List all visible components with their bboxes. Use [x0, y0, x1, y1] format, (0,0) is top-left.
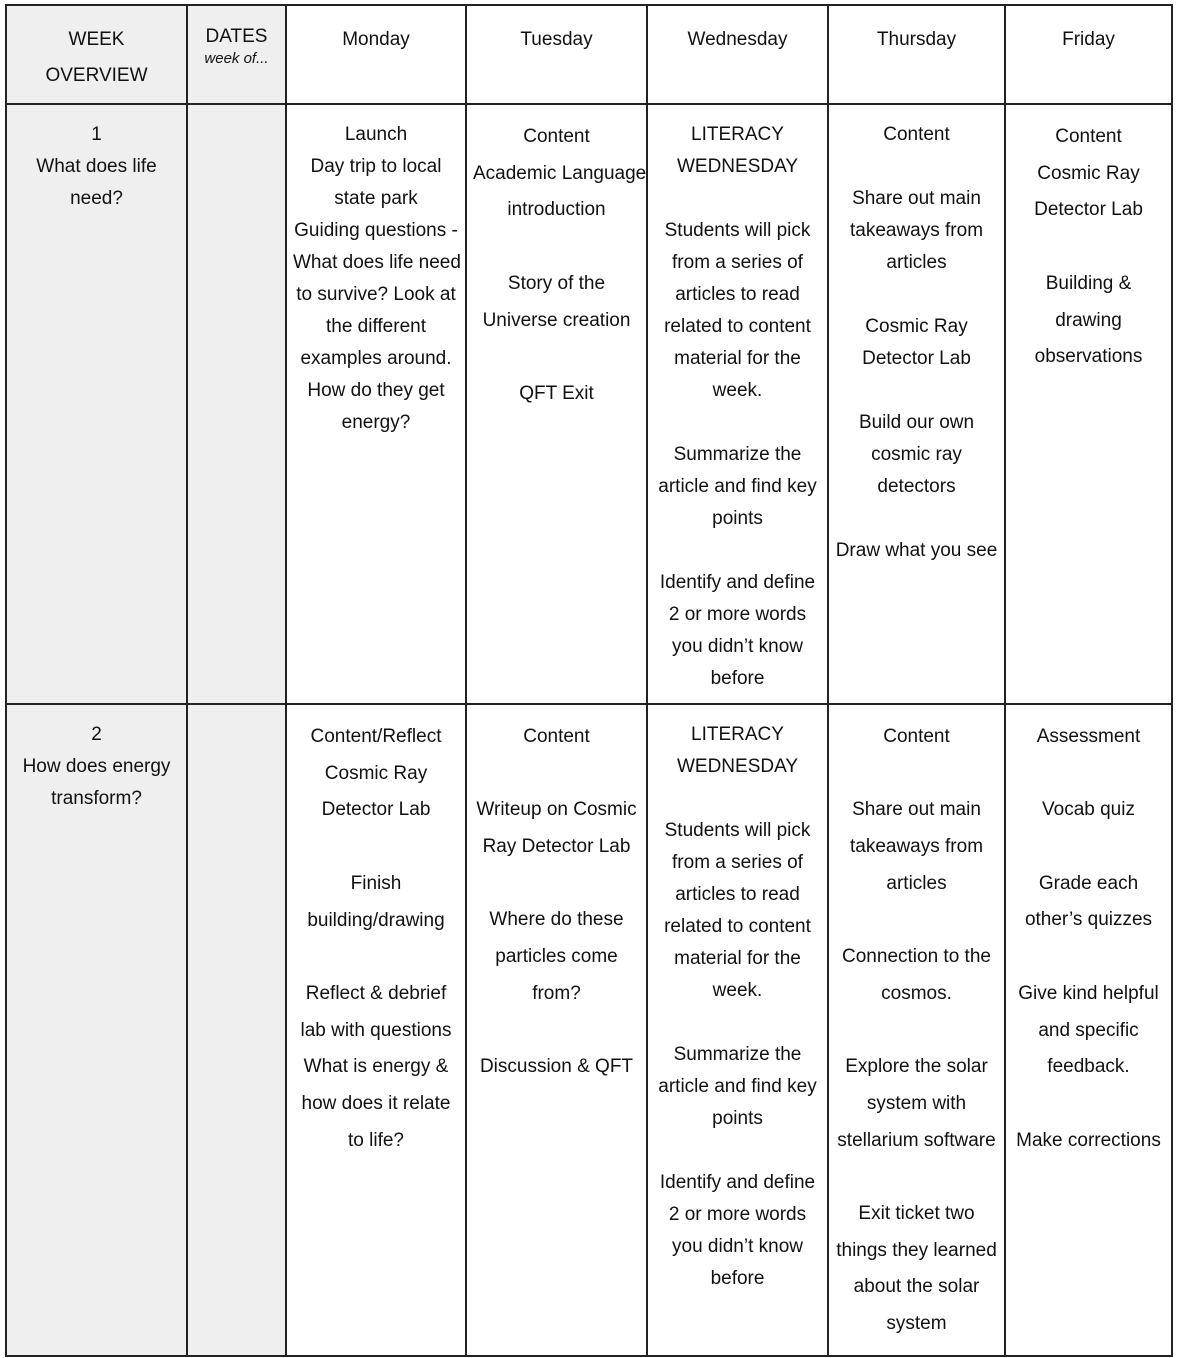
- cell-line: 2 or more words: [668, 604, 807, 625]
- blank-line: [835, 1159, 998, 1196]
- cell-line: Academic Language: [473, 162, 647, 184]
- cell-line: the different: [325, 316, 426, 337]
- blank-line: [654, 407, 821, 439]
- cell-line: to life?: [348, 1129, 404, 1151]
- blank-line: [1012, 939, 1165, 976]
- cell-line: articles to read: [675, 884, 800, 905]
- cell-line: Writeup on Cosmic: [476, 799, 637, 821]
- cell-line: Detector Lab: [1034, 199, 1143, 221]
- cell-line: articles: [886, 252, 947, 273]
- tuesday-cell: [466, 104, 647, 704]
- cell-line: Draw what you see: [835, 540, 998, 561]
- cell-line: Students will pick: [664, 220, 811, 241]
- blank-line: [473, 756, 640, 793]
- blank-line: [473, 1013, 640, 1050]
- cell-line: energy?: [341, 412, 411, 433]
- cell-line: Vocab quiz: [1042, 799, 1135, 821]
- cell-line: LITERACY: [691, 124, 784, 145]
- cell-line: Summarize the: [673, 1044, 802, 1065]
- blank-line: [835, 1013, 998, 1050]
- cell-line: QFT Exit: [519, 382, 594, 404]
- cell-line: WEDNESDAY: [676, 756, 799, 777]
- cell-line: Build our own: [858, 412, 975, 433]
- cell-line: system: [886, 1313, 947, 1335]
- tuesday-cell: [466, 704, 647, 1356]
- cell-line: takeaways from: [849, 220, 984, 241]
- cell-line: related to content: [664, 316, 811, 337]
- cell-line: system with: [866, 1092, 967, 1114]
- cell-line: Explore the solar: [845, 1056, 988, 1078]
- wednesday-cell: [647, 704, 828, 1356]
- blank-line: [835, 503, 998, 535]
- cell-line: Grade each: [1038, 872, 1139, 894]
- cell-line: particles come: [495, 946, 618, 968]
- cell-line: Finish: [350, 872, 402, 894]
- blank-line: [654, 535, 821, 567]
- dates-cell: [187, 704, 286, 1356]
- header-monday: Monday: [286, 5, 466, 104]
- cell-line: What does life need: [293, 252, 461, 273]
- cell-line: Where do these: [489, 909, 624, 931]
- cell-line: Detector Lab: [862, 348, 971, 369]
- cell-line: introduction: [507, 199, 606, 221]
- week-row-2: [6, 704, 1172, 1356]
- cell-line: you didn’t know: [672, 1236, 803, 1257]
- cell-line: Day trip to local: [310, 156, 442, 177]
- dates-cell: [187, 104, 286, 704]
- cell-line: Summarize the: [673, 444, 802, 465]
- cell-line: points: [712, 508, 763, 529]
- cell-line: article and find key: [658, 1076, 817, 1097]
- cell-line: 2: [91, 724, 102, 745]
- cell-line: Assessment: [1036, 726, 1141, 747]
- cell-line: material for the: [674, 948, 801, 969]
- cell-line: takeaways from: [849, 836, 984, 858]
- header-friday: Friday: [1005, 5, 1172, 104]
- cell-line: What is energy &: [303, 1056, 449, 1078]
- cell-line: about the solar: [853, 1276, 980, 1298]
- thursday-cell: [828, 704, 1005, 1356]
- cell-line: feedback.: [1047, 1056, 1130, 1078]
- cell-line: other’s quizzes: [1024, 909, 1153, 931]
- cell-line: How do they get: [307, 380, 445, 401]
- week-row-1: [6, 104, 1172, 704]
- blank-line: [1012, 229, 1165, 266]
- blank-line: [654, 1007, 821, 1039]
- cell-line: lab with questions: [300, 1019, 452, 1041]
- cell-line: related to content: [664, 916, 811, 937]
- header-tuesday: Tuesday: [466, 5, 647, 104]
- thursday-cell: [828, 104, 1005, 704]
- cell-line: points: [712, 1108, 763, 1129]
- blank-line: [473, 866, 640, 903]
- cell-line: before: [710, 1268, 765, 1289]
- header-week-overview: WEEK OVERVIEW: [6, 5, 187, 104]
- blank-line: [835, 903, 998, 940]
- blank-line: [835, 151, 998, 183]
- cell-line: Connection to the: [842, 946, 991, 968]
- cell-line: Make corrections: [1016, 1129, 1161, 1151]
- wednesday-cell: [647, 104, 828, 704]
- cell-line: week.: [712, 980, 763, 1001]
- cell-line: Story of the: [507, 272, 606, 294]
- cell-line: What does life: [36, 156, 157, 177]
- blank-line: [473, 229, 640, 266]
- cell-line: detectors: [877, 476, 956, 497]
- cell-line: to survive? Look at: [296, 284, 456, 305]
- cell-line: material for the: [674, 348, 801, 369]
- header-dates-subtitle: week of...: [204, 50, 269, 67]
- cell-line: articles: [886, 872, 947, 894]
- blank-line: [1012, 829, 1165, 866]
- blank-line: [654, 783, 821, 815]
- friday-cell: [1005, 104, 1172, 704]
- header-dates: DATES week of...: [187, 5, 286, 104]
- cell-line: Detector Lab: [321, 799, 431, 821]
- cell-line: Exit ticket two: [858, 1203, 975, 1225]
- cell-line: from?: [532, 982, 581, 1004]
- cell-line: building/drawing: [307, 909, 445, 931]
- blank-line: [835, 279, 998, 311]
- blank-line: [835, 375, 998, 407]
- cell-line: articles to read: [675, 284, 800, 305]
- cell-line: LITERACY: [691, 724, 784, 745]
- cell-line: how does it relate: [301, 1093, 451, 1114]
- cell-line: Identify and define: [659, 572, 816, 593]
- week-overview-cell: [6, 704, 187, 1356]
- cell-line: Content: [883, 124, 950, 145]
- monday-cell: [286, 704, 466, 1356]
- monday-cell: [286, 104, 466, 704]
- cell-line: cosmic ray: [871, 444, 962, 465]
- cell-line: from a series of: [672, 252, 803, 273]
- blank-line: [835, 756, 998, 793]
- cell-line: and specific: [1038, 1019, 1139, 1041]
- cell-line: Content: [1055, 126, 1122, 147]
- cell-line: Content/Reflect: [310, 726, 442, 747]
- cell-line: 2 or more words: [668, 1204, 807, 1225]
- blank-line: [654, 183, 821, 215]
- cell-line: stellarium software: [837, 1129, 996, 1151]
- cell-line: Cosmic Ray: [1037, 162, 1140, 184]
- cell-line: Reflect & debrief: [305, 982, 447, 1004]
- cell-line: you didn’t know: [672, 636, 803, 657]
- cell-line: Identify and define: [659, 1172, 816, 1193]
- cell-line: Building &: [1045, 272, 1132, 294]
- cell-line: observations: [1034, 346, 1143, 368]
- blank-line: [473, 339, 640, 376]
- cell-line: WEDNESDAY: [676, 156, 799, 177]
- cell-line: examples around.: [300, 348, 452, 369]
- cell-line: Content: [883, 726, 950, 747]
- blank-line: [293, 829, 459, 866]
- week-overview-cell: [6, 104, 187, 704]
- cell-line: Ray Detector Lab: [482, 836, 631, 858]
- cell-line: cosmos.: [881, 982, 952, 1004]
- cell-line: article and find key: [658, 476, 817, 497]
- header-row: [6, 5, 1172, 104]
- cell-line: Cosmic Ray: [324, 762, 428, 784]
- header-thursday: Thursday: [828, 5, 1005, 104]
- cell-line: state park: [334, 188, 418, 209]
- cell-line: 1: [91, 124, 102, 145]
- cell-line: Share out main: [852, 799, 981, 821]
- cell-line: week.: [712, 380, 763, 401]
- blank-line: [654, 1135, 821, 1167]
- friday-cell: [1005, 704, 1172, 1356]
- cell-line: How does energy: [22, 756, 171, 777]
- cell-line: drawing: [1055, 309, 1122, 331]
- blank-line: [293, 939, 459, 976]
- blank-line: [1012, 756, 1165, 793]
- cell-line: things they learned: [836, 1239, 997, 1261]
- blank-line: [1012, 1086, 1165, 1123]
- cell-line: transform?: [51, 788, 142, 809]
- cell-line: Content: [523, 726, 590, 747]
- weekly-plan-table: [5, 4, 1173, 1357]
- cell-line: Cosmic Ray: [865, 316, 968, 337]
- cell-line: before: [710, 668, 765, 689]
- cell-line: Launch: [344, 124, 408, 145]
- cell-line: Guiding questions -: [294, 220, 458, 241]
- cell-line: Share out main: [852, 188, 981, 209]
- cell-line: Give kind helpful: [1018, 982, 1159, 1004]
- cell-line: Content: [523, 126, 590, 147]
- cell-line: Universe creation: [482, 309, 631, 331]
- cell-line: need?: [70, 188, 123, 209]
- cell-line: Discussion & QFT: [479, 1056, 634, 1078]
- header-wednesday: Wednesday: [647, 5, 828, 104]
- cell-line: from a series of: [672, 852, 803, 873]
- cell-line: Students will pick: [664, 820, 811, 841]
